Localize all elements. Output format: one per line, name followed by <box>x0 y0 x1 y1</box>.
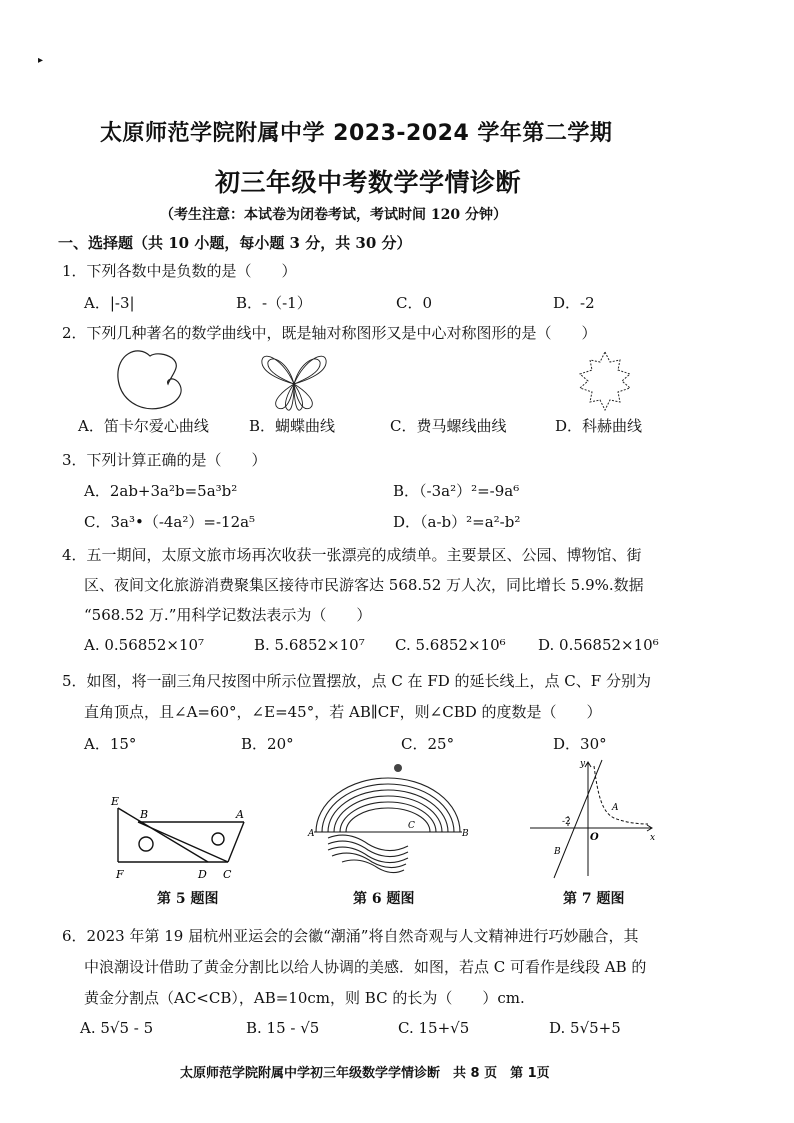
q6-option-a: A. 5√5 - 5 <box>80 1019 154 1037</box>
q3-option-c: C．3a³•（-4a²）=-12a⁵ <box>84 513 256 531</box>
q2-option-c: C．费马螺线曲线 <box>390 417 507 435</box>
q2-option-b: B．蝴蝶曲线 <box>249 417 336 435</box>
q6-option-d: D. 5√5+5 <box>549 1019 621 1037</box>
q2-option-d: D．科赫曲线 <box>555 417 643 435</box>
q4-option-a: A. 0.56852×10⁷ <box>84 636 205 654</box>
question-4-stem-line1: 4．五一期间，太原文旅市场再次收获一张漂亮的成绩单。主要景区、公园、博物馆、街 <box>62 546 642 564</box>
question-2-stem: 2．下列几种著名的数学曲线中，既是轴对称图形又是中心对称图形的是（ ） <box>62 324 597 342</box>
q4-option-b: B. 5.6852×10⁷ <box>254 636 365 654</box>
question-1-stem: 1．下列各数中是负数的是（ ） <box>62 262 297 280</box>
q5-option-b: B．20° <box>241 735 294 753</box>
fig5-label-e: E <box>111 795 120 808</box>
question-6-stem-line2: 中浪潮设计借助了黄金分割比以给人协调的美感．如图，若点 C 可看作是线段 AB 的 <box>84 958 647 976</box>
q4-option-d: D. 0.56852×10⁶ <box>538 636 659 654</box>
q6-option-b: B. 15 - √5 <box>246 1019 320 1037</box>
q1-option-b: B．-（-1） <box>236 294 312 312</box>
q5-option-d: D．30° <box>553 735 607 753</box>
q5-option-c: C．25° <box>401 735 455 753</box>
fig5-label-c: C <box>223 868 232 881</box>
figure-7-caption: 第 7 题图 <box>563 891 625 907</box>
fig5-label-f: F <box>116 868 124 881</box>
figure-5-triangles <box>108 792 258 882</box>
fig5-label-b: B <box>140 808 149 821</box>
q1-option-a: A．|-3| <box>84 294 135 312</box>
figure-7-coordinate-graph <box>524 756 660 882</box>
scan-mark: ▸ <box>38 55 44 66</box>
question-6-stem-line1: 6．2023 年第 19 届杭州亚运会的会徽“潮涌”将自然奇观与人文精神进行巧妙融合，其 <box>62 927 639 945</box>
section-heading: 一、选择题（共 10 小题，每小题 3 分，共 30 分） <box>58 234 412 252</box>
koch-snowflake-icon <box>572 348 638 414</box>
fig7-label-x: x <box>650 833 656 843</box>
exam-notice: （考生注意：本试卷为闭卷考试，考试时间 120 分钟） <box>160 207 507 223</box>
figure-6-wave-emblem <box>308 760 468 886</box>
question-5-stem-line1: 5．如图，将一副三角尺按图中所示位置摆放，点 C 在 FD 的延长线上，点 C、F 分别为 <box>62 672 651 690</box>
q6-option-c: C. 15+√5 <box>398 1019 470 1037</box>
q5-option-a: A．15° <box>84 735 137 753</box>
fig6-label-a: A <box>308 829 315 839</box>
ink-spot <box>394 764 402 772</box>
fig6-label-c: C <box>408 821 415 831</box>
q3-option-b: B．（-3a²）²=-9a⁶ <box>393 482 520 500</box>
q3-option-a: A．2ab+3a²b=5a³b² <box>84 482 238 500</box>
fig7-label-b: B <box>554 847 561 857</box>
figure-5-caption: 第 5 题图 <box>157 891 219 907</box>
cardioid-curve-icon <box>110 348 190 414</box>
q4-option-c: C. 5.6852×10⁶ <box>395 636 506 654</box>
q3-option-d: D．（a-b）²=a²-b² <box>393 513 521 531</box>
fig7-label-y: y <box>580 759 586 769</box>
question-4-stem-line2: 区、夜间文化旅游消费聚集区接待市民游客达 568.52 万人次，同比增长 5.9%.数据 <box>84 576 644 594</box>
q1-option-d: D．-2 <box>553 294 595 312</box>
figure-6-caption: 第 6 题图 <box>353 891 415 907</box>
q2-option-a: A．笛卡尔爱心曲线 <box>78 417 209 435</box>
question-6-stem-line3: 黄金分割点（AC<CB），AB=10cm，则 BC 的长为（ ）cm. <box>84 989 525 1007</box>
question-5-stem-line2: 直角顶点，且∠A=60°，∠E=45°，若 AB∥CF，则∠CBD 的度数是（ ） <box>84 703 602 721</box>
page-footer: 太原师范学院附属中学初三年级数学学情诊断 共 8 页 第 1页 <box>180 1066 550 1081</box>
page-title: 太原师范学院附属中学 2023-2024 学年第二学期 <box>100 121 613 146</box>
page-subtitle: 初三年级中考数学学情诊断 <box>215 168 522 197</box>
fig6-label-b: B <box>462 829 469 839</box>
fig7-label-o: O <box>590 832 599 843</box>
butterfly-curve-icon <box>258 350 330 414</box>
fig7-label-minus-2: -2 <box>562 817 571 827</box>
question-4-stem-line3: “568.52 万.”用科学记数法表示为（ ） <box>84 606 372 624</box>
fig5-label-a: A <box>236 808 244 821</box>
question-3-stem: 3．下列计算正确的是（ ） <box>62 451 267 469</box>
q1-option-c: C．0 <box>396 294 433 312</box>
fig5-label-d: D <box>198 868 207 881</box>
fig7-label-a: A <box>612 803 619 813</box>
